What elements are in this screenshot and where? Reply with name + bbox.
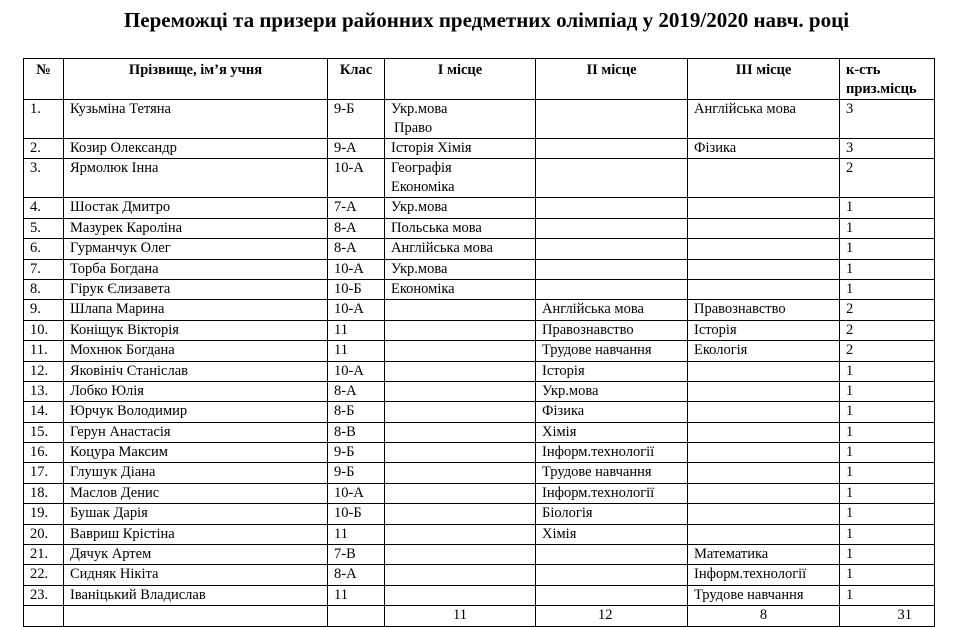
third-place-cell: Математика xyxy=(688,545,840,565)
first-place-cell xyxy=(385,565,536,585)
student-class: 11 xyxy=(328,320,385,340)
second-place-cell xyxy=(536,218,688,238)
second-place-cell: Інформ.технології xyxy=(536,483,688,503)
first-place-cell xyxy=(385,300,536,320)
student-class: 11 xyxy=(328,341,385,361)
row-number: 20. xyxy=(24,524,64,544)
row-number: 23. xyxy=(24,585,64,605)
first-place-cell xyxy=(385,159,536,198)
student-name: Мазурек Кароліна xyxy=(64,218,328,238)
header-name: Прізвище, ім’я учня xyxy=(64,59,328,100)
totals-row xyxy=(24,606,935,626)
first-place-subject: Укр.мова xyxy=(391,260,448,277)
row-number: 12. xyxy=(24,361,64,381)
table-row xyxy=(24,565,935,585)
first-place-cell xyxy=(385,198,536,218)
table-row xyxy=(24,279,935,299)
row-number: 19. xyxy=(24,504,64,524)
table-row xyxy=(24,100,935,139)
student-name: Юрчук Володимир xyxy=(64,402,328,422)
header-place2: II місце xyxy=(536,59,688,100)
table-row xyxy=(24,341,935,361)
student-name: Герун Анастасія xyxy=(64,422,328,442)
first-place-cell xyxy=(385,259,536,279)
student-class: 7-В xyxy=(328,545,385,565)
student-name: Кузьміна Тетяна xyxy=(64,100,328,139)
first-place-cell xyxy=(385,381,536,401)
third-place-cell: Екологія xyxy=(688,341,840,361)
student-class: 8-В xyxy=(328,422,385,442)
second-place-cell: Біологія xyxy=(536,504,688,524)
table-row xyxy=(24,320,935,340)
row-number: 3. xyxy=(24,159,64,198)
first-place-cell xyxy=(385,585,536,605)
student-name: Яковініч Станіслав xyxy=(64,361,328,381)
third-place-cell xyxy=(688,422,840,442)
student-class: 10-А xyxy=(328,483,385,503)
prize-count: 1 xyxy=(840,524,935,544)
student-class: 7-А xyxy=(328,198,385,218)
student-class: 8-А xyxy=(328,218,385,238)
student-class: 10-Б xyxy=(328,279,385,299)
prize-count: 1 xyxy=(840,218,935,238)
second-place-cell xyxy=(536,259,688,279)
prize-count: 1 xyxy=(840,565,935,585)
first-place-subject: Економіка xyxy=(391,179,455,196)
second-place-cell xyxy=(536,159,688,198)
third-place-cell xyxy=(688,483,840,503)
prize-count: 2 xyxy=(840,159,935,198)
student-name: Коцура Максим xyxy=(64,443,328,463)
student-name: Іваніцький Владислав xyxy=(64,585,328,605)
row-number: 1. xyxy=(24,100,64,139)
table-row xyxy=(24,139,935,159)
first-place-cell xyxy=(385,483,536,503)
third-place-cell xyxy=(688,159,840,198)
table-row xyxy=(24,300,935,320)
header-count: к-сть приз.місць xyxy=(840,59,935,100)
prize-count: 2 xyxy=(840,300,935,320)
row-number: 9. xyxy=(24,300,64,320)
table-row xyxy=(24,422,935,442)
header-place1: I місце xyxy=(385,59,536,100)
first-place-cell xyxy=(385,139,536,159)
prize-count: 1 xyxy=(840,504,935,524)
third-place-cell xyxy=(688,198,840,218)
third-place-cell: Правознавство xyxy=(688,300,840,320)
third-place-cell: Інформ.технології xyxy=(688,565,840,585)
second-place-cell: Фізика xyxy=(536,402,688,422)
row-number: 13. xyxy=(24,381,64,401)
table-row xyxy=(24,259,935,279)
third-place-cell xyxy=(688,279,840,299)
table-row xyxy=(24,159,935,198)
prize-count: 1 xyxy=(840,361,935,381)
second-place-cell: Англійська мова xyxy=(536,300,688,320)
student-name: Глушук Діана xyxy=(64,463,328,483)
row-number: 6. xyxy=(24,239,64,259)
total-place2: 12 xyxy=(536,606,688,626)
student-name: Ярмолюк Інна xyxy=(64,159,328,198)
second-place-cell xyxy=(536,585,688,605)
student-name: Сидняк Нікіта xyxy=(64,565,328,585)
second-place-cell xyxy=(536,100,688,139)
row-number: 14. xyxy=(24,402,64,422)
table-row xyxy=(24,504,935,524)
table-row xyxy=(24,218,935,238)
prize-count: 1 xyxy=(840,585,935,605)
prize-count: 1 xyxy=(840,259,935,279)
header-place3: III місце xyxy=(688,59,840,100)
table-row xyxy=(24,239,935,259)
row-number: 4. xyxy=(24,198,64,218)
second-place-cell xyxy=(536,198,688,218)
table-row xyxy=(24,545,935,565)
student-name: Маслов Денис xyxy=(64,483,328,503)
totals-empty-name xyxy=(64,606,328,626)
results-table xyxy=(23,58,935,627)
student-name: Козир Олександр xyxy=(64,139,328,159)
header-num: № xyxy=(24,59,64,100)
first-place-subject: Історія Хімія xyxy=(391,140,472,156)
first-place-cell xyxy=(385,463,536,483)
first-place-cell xyxy=(385,218,536,238)
totals-empty-num xyxy=(24,606,64,626)
second-place-cell: Укр.мова xyxy=(536,381,688,401)
first-place-subject: Польська мова xyxy=(391,219,482,236)
student-class: 9-Б xyxy=(328,443,385,463)
second-place-cell xyxy=(536,139,688,159)
student-class: 10-А xyxy=(328,259,385,279)
student-name: Шлапа Марина xyxy=(64,300,328,320)
row-number: 11. xyxy=(24,341,64,361)
second-place-cell xyxy=(536,545,688,565)
second-place-cell: Інформ.технології xyxy=(536,443,688,463)
prize-count: 1 xyxy=(840,545,935,565)
first-place-cell xyxy=(385,341,536,361)
prize-count: 3 xyxy=(840,139,935,159)
student-class: 8-А xyxy=(328,239,385,259)
prize-count: 3 xyxy=(840,100,935,139)
second-place-cell: Трудове навчання xyxy=(536,463,688,483)
row-number: 17. xyxy=(24,463,64,483)
row-number: 21. xyxy=(24,545,64,565)
student-name: Гурманчук Олег xyxy=(64,239,328,259)
student-name: Вавриш Крістіна xyxy=(64,524,328,544)
student-class: 10-А xyxy=(328,361,385,381)
page-title: Переможці та призери районних предметних олімпіад у 2019/2020 навч. році xyxy=(123,8,850,32)
third-place-cell: Фізика xyxy=(688,139,840,159)
third-place-cell xyxy=(688,361,840,381)
student-name: Гірук Єлизавета xyxy=(64,279,328,299)
third-place-cell xyxy=(688,443,840,463)
second-place-cell: Історія xyxy=(536,361,688,381)
first-place-cell xyxy=(385,100,536,139)
table-row xyxy=(24,483,935,503)
row-number: 22. xyxy=(24,565,64,585)
table-row xyxy=(24,463,935,483)
student-class: 10-Б xyxy=(328,504,385,524)
second-place-cell xyxy=(536,239,688,259)
first-place-subject: Економіка xyxy=(391,280,455,297)
second-place-cell: Правознавство xyxy=(536,320,688,340)
prize-count: 1 xyxy=(840,381,935,401)
second-place-cell xyxy=(536,565,688,585)
first-place-subject: Право xyxy=(394,120,433,136)
prize-count: 2 xyxy=(840,341,935,361)
row-number: 5. xyxy=(24,218,64,238)
third-place-cell xyxy=(688,402,840,422)
first-place-cell xyxy=(385,545,536,565)
student-name: Мохнюк Богдана xyxy=(64,341,328,361)
prize-count: 1 xyxy=(840,239,935,259)
row-number: 8. xyxy=(24,279,64,299)
first-place-cell xyxy=(385,402,536,422)
second-place-cell xyxy=(536,279,688,299)
table-row xyxy=(24,443,935,463)
prize-count: 1 xyxy=(840,402,935,422)
total-count: 31 xyxy=(840,606,935,626)
third-place-cell xyxy=(688,218,840,238)
row-number: 15. xyxy=(24,422,64,442)
student-name: Шостак Дмитро xyxy=(64,198,328,218)
first-place-subject: Укр.мова xyxy=(391,101,448,117)
first-place-subject: Укр.мова xyxy=(391,199,448,216)
table-row xyxy=(24,585,935,605)
third-place-cell xyxy=(688,524,840,544)
header-class: Клас xyxy=(328,59,385,100)
second-place-cell: Хімія xyxy=(536,422,688,442)
row-number: 18. xyxy=(24,483,64,503)
row-number: 7. xyxy=(24,259,64,279)
second-place-cell: Трудове навчання xyxy=(536,341,688,361)
header-row xyxy=(24,59,935,100)
student-name: Лобко Юлія xyxy=(64,381,328,401)
second-place-cell: Хімія xyxy=(536,524,688,544)
third-place-cell xyxy=(688,259,840,279)
first-place-cell xyxy=(385,239,536,259)
student-name: Торба Богдана xyxy=(64,259,328,279)
first-place-cell xyxy=(385,443,536,463)
prize-count: 1 xyxy=(840,198,935,218)
first-place-subject: Географія xyxy=(391,160,452,177)
first-place-cell xyxy=(385,524,536,544)
prize-count: 1 xyxy=(840,483,935,503)
student-class: 10-А xyxy=(328,300,385,320)
student-class: 10-А xyxy=(328,159,385,198)
student-name: Коніщук Вікторія xyxy=(64,320,328,340)
totals-empty-class xyxy=(328,606,385,626)
third-place-cell xyxy=(688,463,840,483)
total-place3: 8 xyxy=(688,606,840,626)
prize-count: 1 xyxy=(840,443,935,463)
row-number: 2. xyxy=(24,139,64,159)
third-place-cell: Історія xyxy=(688,320,840,340)
row-number: 10. xyxy=(24,320,64,340)
student-class: 9-А xyxy=(328,139,385,159)
third-place-cell xyxy=(688,504,840,524)
prize-count: 1 xyxy=(840,422,935,442)
row-number: 16. xyxy=(24,443,64,463)
student-name: Бушак Дарія xyxy=(64,504,328,524)
student-class: 9-Б xyxy=(328,463,385,483)
prize-count: 2 xyxy=(840,320,935,340)
first-place-cell xyxy=(385,504,536,524)
table-row xyxy=(24,361,935,381)
student-class: 11 xyxy=(328,585,385,605)
prize-count: 1 xyxy=(840,279,935,299)
total-place1: 11 xyxy=(385,606,536,626)
third-place-cell xyxy=(688,239,840,259)
table-row xyxy=(24,524,935,544)
student-class: 11 xyxy=(328,524,385,544)
table-row xyxy=(24,402,935,422)
student-name: Дячук Артем xyxy=(64,545,328,565)
table-row xyxy=(24,198,935,218)
third-place-cell: Трудове навчання xyxy=(688,585,840,605)
third-place-cell: Англійська мова xyxy=(688,100,840,139)
first-place-cell xyxy=(385,279,536,299)
student-class: 9-Б xyxy=(328,100,385,139)
student-class: 8-А xyxy=(328,565,385,585)
third-place-cell xyxy=(688,381,840,401)
student-class: 8-Б xyxy=(328,402,385,422)
first-place-cell xyxy=(385,320,536,340)
student-class: 8-А xyxy=(328,381,385,401)
first-place-subject: Англійська мова xyxy=(391,240,493,257)
prize-count: 1 xyxy=(840,463,935,483)
first-place-cell xyxy=(385,422,536,442)
table-row xyxy=(24,381,935,401)
first-place-cell xyxy=(385,361,536,381)
